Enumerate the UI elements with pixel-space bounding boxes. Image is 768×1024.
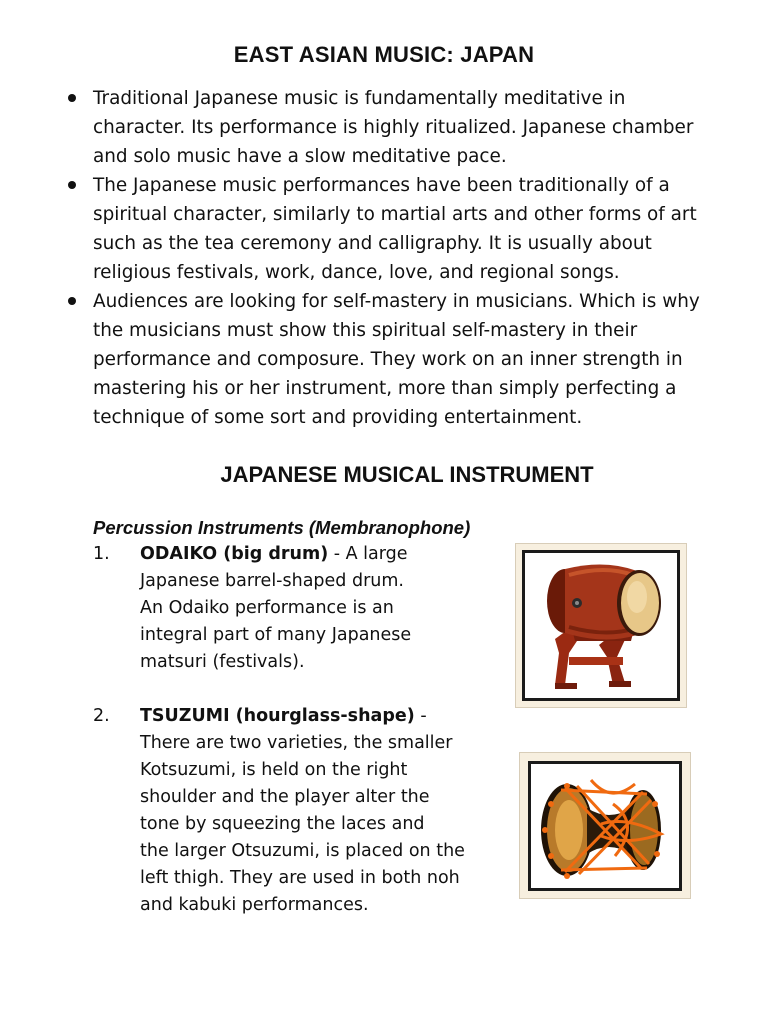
intro-bullet-list [62,84,722,432]
subheading: Percussion Instruments (Membranophone) [93,517,471,538]
bullet-item [62,171,722,287]
bullet-icon [68,181,76,189]
bullet-icon [68,297,76,305]
bullet-icon [68,94,76,102]
bullet-item [62,84,722,171]
image-frame [522,550,680,701]
instrument-description: - There are two varieties, the smaller Kotsuzumi, is held on the right shoulder and the player alter the tone by squeezing the laces and the larger Otsuzumi, is placed on the left thigh. They are used in both noh and kabuki performances. [140,706,465,915]
item-number: 1. [93,544,110,564]
image-frame [528,761,682,891]
bullet-text: Audiences are looking for self-mastery in musicians. Which is why the musicians must show this spiritual self-mastery in their performance and composure. They work on an inner strength in mastering his or her instrument, more than simply perfecting a technique of some sort and providing entertainment. [93,291,700,428]
item-body [140,541,513,676]
bullet-text: Traditional Japanese music is fundamentally meditative in character. Its performance is highly ritualized. Japanese chamber and solo music have a slow meditative pace. [93,88,694,167]
page-title: EAST ASIAN MUSIC: JAPAN [233,42,535,67]
bullet-text: The Japanese music performances have been traditionally of a spiritual character, similarly to martial arts and other forms of art such as the tea ceremony and calligraphy. It is usually about religious festivals, work, dance, love, and regional songs. [93,175,697,283]
instrument-item-tsuzumi [93,703,513,919]
bullet-item [62,287,722,432]
odaiko-image [516,544,686,707]
instrument-item-odaiko [93,541,513,676]
instrument-description: - A large Japanese barrel-shaped drum. An Odaiko performance is an integral part of many Japanese matsuri (festivals). [140,544,412,672]
item-number: 2. [93,706,110,726]
odaiko-drum-icon [525,553,677,698]
tsuzumi-drum-icon [531,764,679,888]
tsuzumi-image [520,753,690,898]
section-heading: JAPANESE MUSICAL INSTRUMENT [220,462,594,487]
instrument-name: TSUZUMI (hourglass-shape) [140,706,415,726]
instrument-name: ODAIKO (big drum) [140,544,329,564]
item-body [140,703,513,919]
